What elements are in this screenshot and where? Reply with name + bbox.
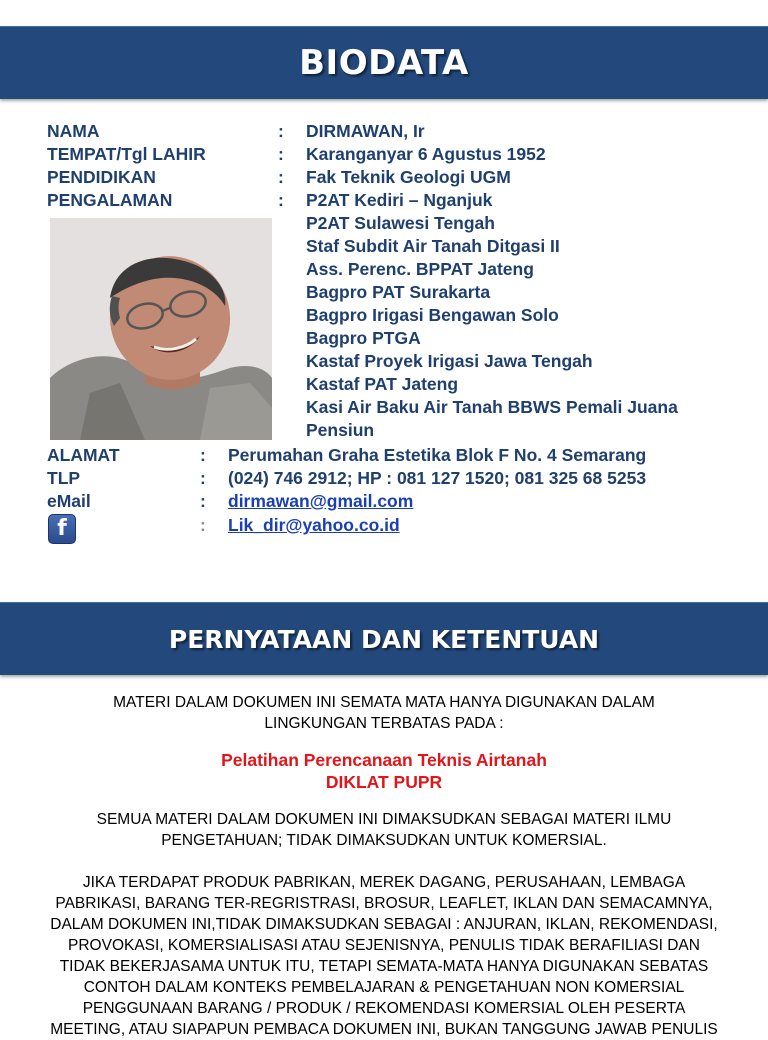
paragraph-line: SEMUA MATERI DALAM DOKUMEN INI DIMAKSUDKAN SEBAGAI MATERI ILMU [96, 811, 672, 828]
pendidikan-label: PENDIDIKAN [47, 167, 156, 187]
nama-colon: : [278, 121, 284, 141]
paragraph-line: JIKA TERDAPAT PRODUK PABRIKAN, MEREK DAGANG, PERUSAHAAN, LEMBAGA [82, 874, 686, 891]
tlp-colon: : [200, 468, 206, 488]
pengalaman-item: Staf Subdit Air Tanah Ditgasi II [306, 236, 560, 256]
ttl-colon: : [278, 144, 284, 164]
pengalaman-colon: : [278, 190, 284, 210]
nama-label: NAMA [47, 121, 100, 141]
portrait-illustration [50, 218, 272, 440]
pengalaman-item: P2AT Kediri – Nganjuk [306, 190, 493, 210]
paragraph-line: CONTOH DALAM KONTEKS PEMBELAJARAN & PENGETAHUAN NON KOMERSIAL [83, 979, 685, 996]
facebook-colon: : [200, 515, 206, 535]
highlight-line: Pelatihan Perencanaan Teknis Airtanah [221, 750, 547, 770]
paragraph-line: TIDAK BEKERJASAMA UNTUK ITU, TETAPI SEMATA-MATA HANYA DIGUNAKAN SEBATAS [59, 958, 709, 975]
paragraph-line: MEETING, ATAU SIAPAPUN PEMBACA DOKUMEN INI, BUKAN TANGGUNG JAWAB PENULIS [50, 1021, 718, 1038]
paragraph-line: PENGETAHUAN; TIDAK DIMAKSUDKAN UNTUK KOMERSIAL. [161, 832, 607, 849]
ttl-label: TEMPAT/Tgl LAHIR [47, 144, 206, 164]
alamat-value: Perumahan Graha Estetika Blok F No. 4 Semarang [228, 445, 647, 465]
paragraph-line: PENGGUNAAN BARANG / PRODUK / REKOMENDASI KOMERSIAL OLEH PESERTA [82, 1000, 686, 1017]
nama-value: DIRMAWAN, Ir [306, 121, 425, 141]
statement-header [0, 602, 768, 675]
pengalaman-item: Kastaf PAT Jateng [306, 374, 459, 394]
pengalaman-item: Pensiun [306, 420, 375, 440]
facebook-link[interactable]: Lik_dir@yahoo.co.id [228, 515, 400, 535]
paragraph-line: PABRIKASI, BARANG TER-REGRISTRASI, BROSUR, LEAFLET, IKLAN DAN SEMACAMNYA, [55, 895, 713, 912]
pendidikan-colon: : [278, 167, 284, 187]
tlp-value: (024) 746 2912; HP : 081 127 1520; 081 325 68 5253 [228, 468, 647, 488]
pengalaman-item: Bagpro Irigasi Bengawan Solo [306, 305, 559, 325]
email-label: eMail [47, 491, 91, 511]
email-link[interactable]: dirmawan@gmail.com [228, 491, 414, 511]
highlight-line: DIKLAT PUPR [325, 772, 443, 792]
pengalaman-item: Bagpro PAT Surakarta [306, 282, 491, 302]
statement-title: PERNYATAAN DAN KETENTUAN [168, 624, 600, 654]
paragraph-line: PROVOKASI, KOMERSIALISASI ATAU SEJENISNYA, PENULIS TIDAK BERAFILIASI DAN [68, 937, 700, 954]
pengalaman-label: PENGALAMAN [47, 190, 173, 210]
statement-section [0, 692, 768, 1040]
ttl-value: Karanganyar 6 Agustus 1952 [306, 144, 546, 164]
pengalaman-item: Ass. Perenc. BPPAT Jateng [306, 259, 534, 279]
biodata-title: BIODATA [299, 43, 469, 83]
alamat-colon: : [200, 445, 206, 465]
intro-line: LINGKUNGAN TERBATAS PADA : [264, 715, 504, 732]
pengalaman-item: Kastaf Proyek Irigasi Jawa Tengah [306, 351, 593, 371]
email-colon: : [200, 491, 206, 511]
alamat-label: ALAMAT [47, 445, 120, 465]
pengalaman-item: Kasi Air Baku Air Tanah BBWS Pemali Juana [306, 397, 678, 417]
pengalaman-item: Bagpro PTGA [306, 328, 421, 348]
pengalaman-item: P2AT Sulawesi Tengah [306, 213, 495, 233]
portrait-photo [50, 218, 272, 440]
facebook-icon[interactable]: f [48, 514, 76, 544]
paragraph-line: DALAM DOKUMEN INI,TIDAK DIMAKSUDKAN SEBAGAI : ANJURAN, IKLAN, REKOMENDASI, [50, 916, 718, 933]
pendidikan-value: Fak Teknik Geologi UGM [306, 167, 511, 187]
intro-line: MATERI DALAM DOKUMEN INI SEMATA MATA HANYA DIGUNAKAN DALAM [113, 694, 655, 711]
tlp-label: TLP [47, 468, 81, 488]
